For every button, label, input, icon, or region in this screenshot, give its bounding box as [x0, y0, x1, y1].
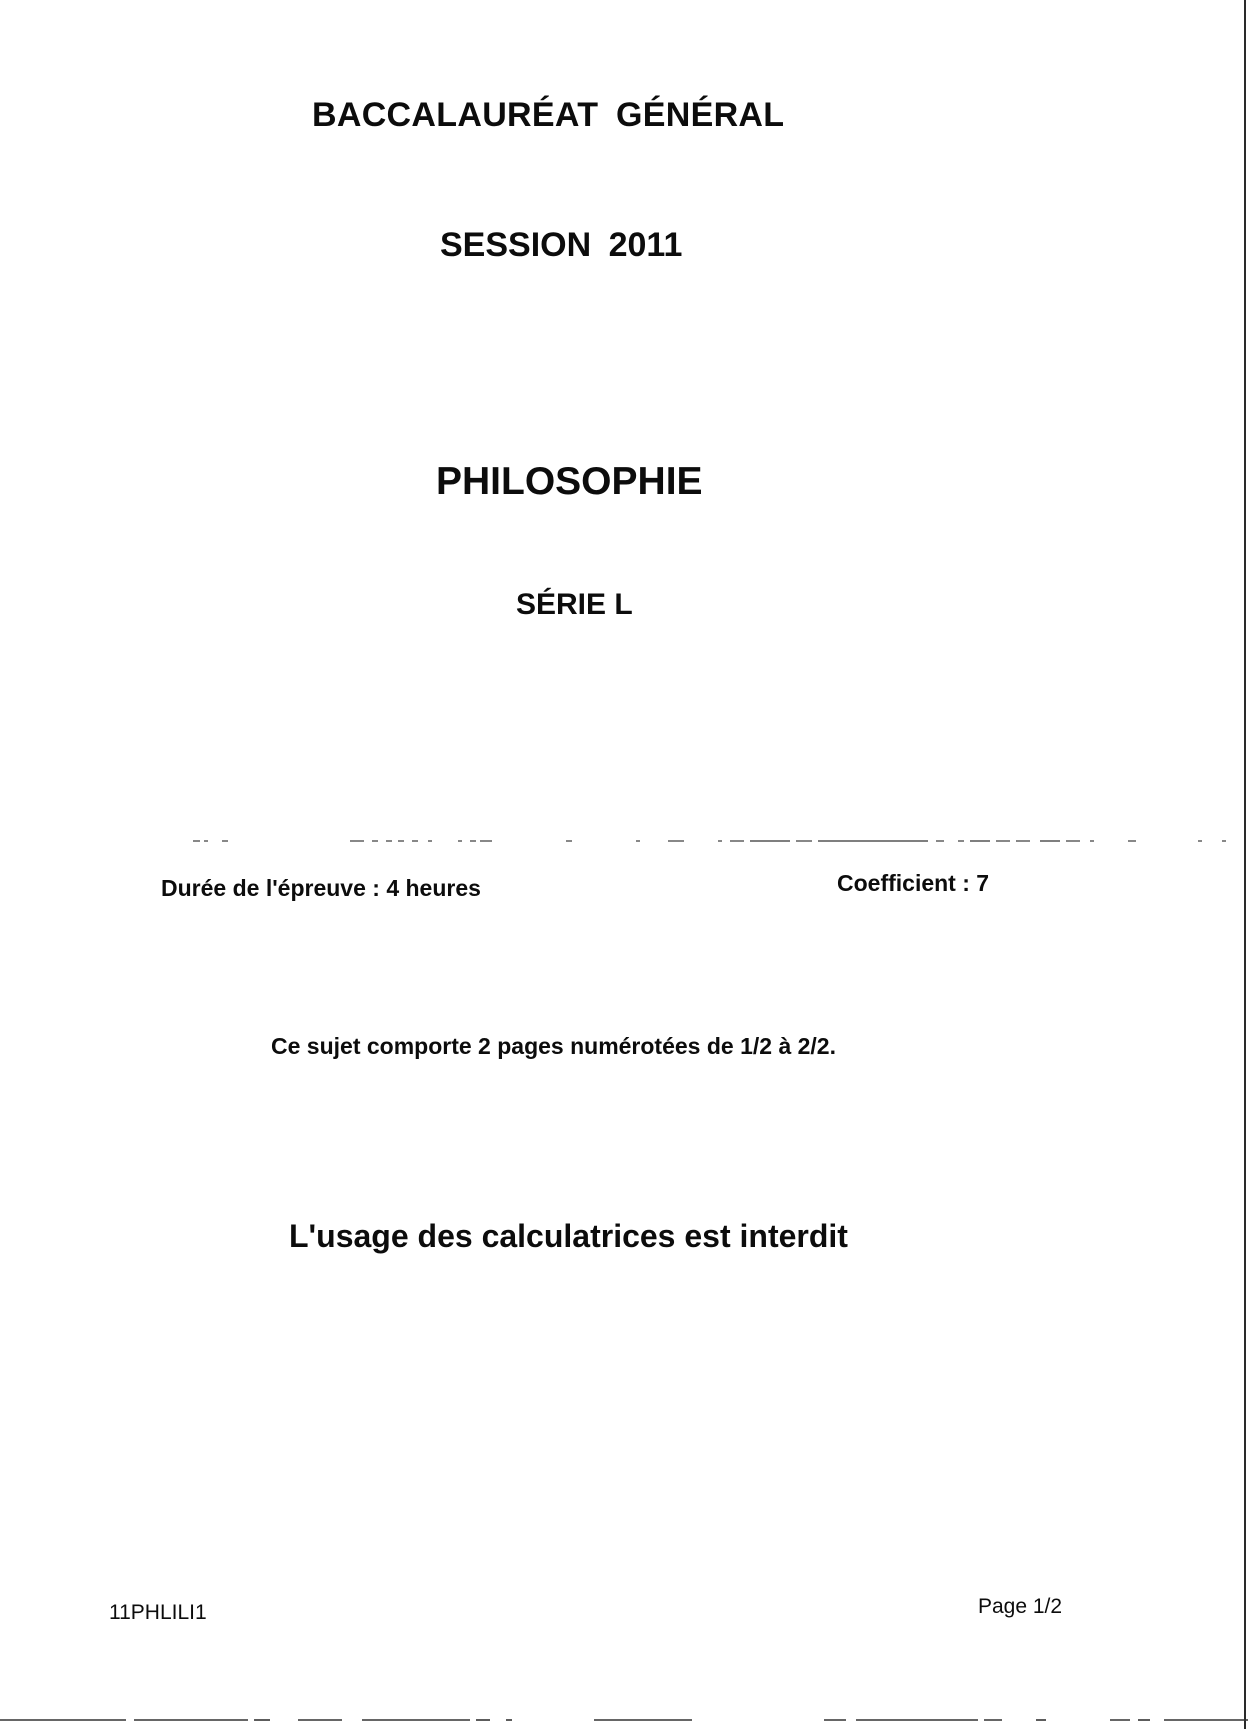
scan-dotted-line [0, 838, 1248, 844]
subject-heading: PHILOSOPHIE [436, 460, 703, 503]
page-number: Page 1/2 [978, 1595, 1063, 1618]
exam-title: BACCALAURÉAT GÉNÉRAL [312, 96, 785, 134]
exam-duration: Durée de l'épreuve : 4 heures [161, 875, 481, 901]
serie-heading: SÉRIE L [516, 588, 633, 621]
page-edge [1244, 0, 1246, 1729]
calculator-notice: L'usage des calculatrices est interdit [289, 1218, 848, 1254]
subject-code: 11PHLILI1 [109, 1601, 207, 1624]
exam-coefficient: Coefficient : 7 [837, 870, 990, 896]
scan-bottom-line [0, 1717, 1248, 1723]
session-year: SESSION 2011 [440, 226, 683, 264]
page-count-note: Ce sujet comporte 2 pages numérotées de 1/2 à 2/2. [271, 1033, 836, 1059]
